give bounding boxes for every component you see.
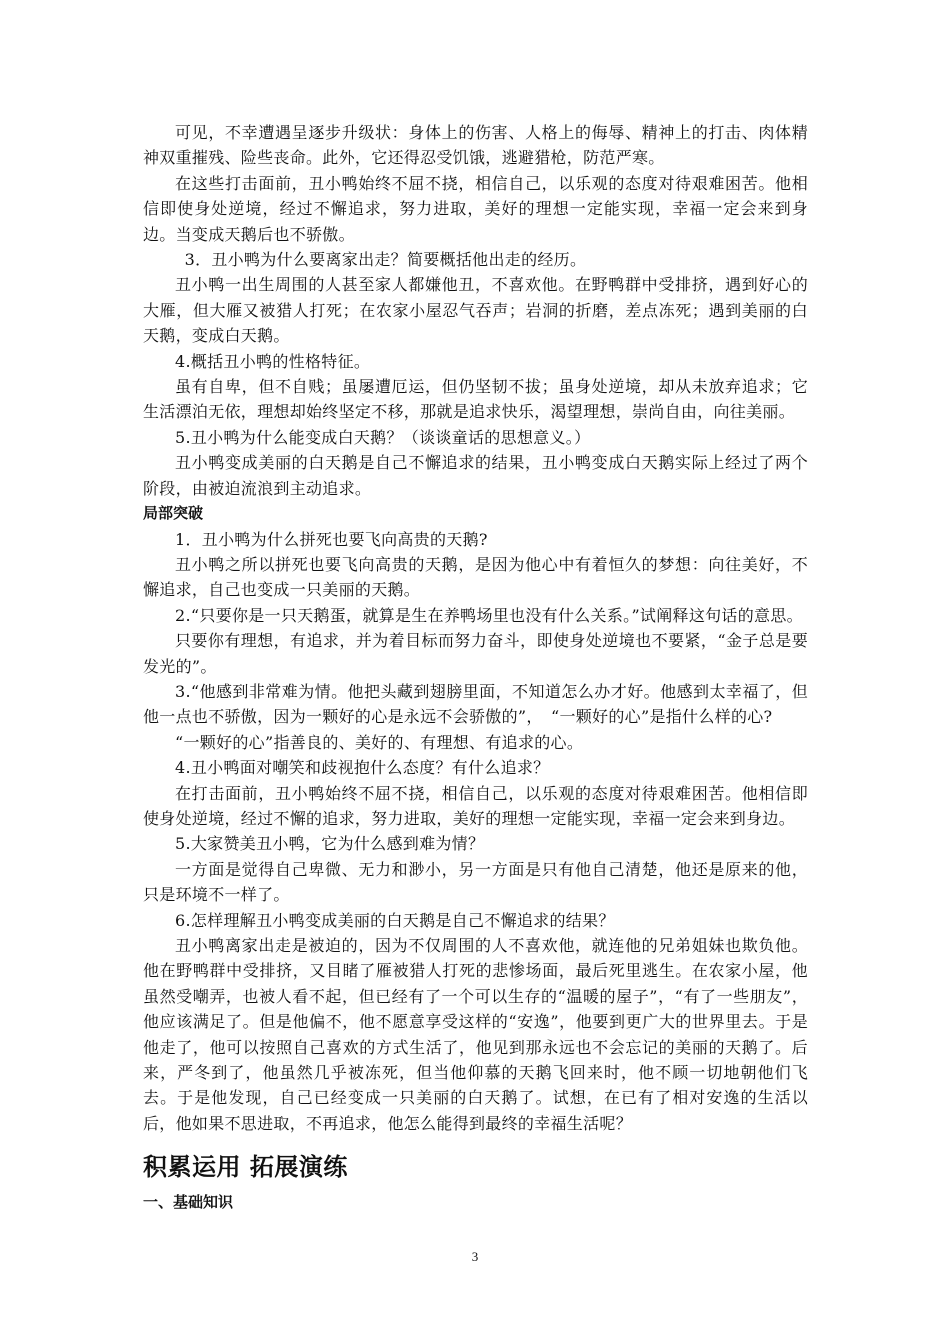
local-answer-4: 在打击面前，丑小鸭始终不屈不挠，相信自己，以乐观的态度对待艰难困苦。他相信即使身处逆境，经过不懈的追求，努力进取，美好的理想一定能实现，幸福一定会来到身边。 [143,783,808,828]
page-number: 3 [471,1249,479,1264]
local-question-5: 5.大家赞美丑小鸭，它为什么感到难为情？ [175,834,485,854]
local-question-4: 4.丑小鸭面对嘲笑和歧视抱什么态度？有什么追求？ [175,758,550,778]
section-heading-accumulate-apply: 积累运用 拓展演练 [143,1153,348,1182]
local-question-6: 6.怎样理解丑小鸭变成美丽的白天鹅是自己不懈追求的结果？ [175,910,615,930]
answer-3-experience: 丑小鸭一出生周围的人甚至家人都嫌他丑，不喜欢他。在野鸭群中受排挤，遇到好心的大雁，但大雁又被猎人打死；在农家小屋忍气吞声；岩洞的折磨，差点冻死；遇到美丽的白天鹅，变成白天鹅。 [143,275,808,346]
local-question-3: 3.“他感到非常难为情。他把头藏到翅膀里面，不知道怎么办才好。他感到太幸福了，但他一点也不骄傲，因为一颗好的心是永远不会骄傲的”， “一颗好的心”是指什么样的心? [143,681,808,727]
paragraph-perseverance: 在这些打击面前，丑小鸭始终不屈不挠，相信自己，以乐观的态度对待艰难困苦。他相信即使身处逆境，经过不懈追求，努力进取，美好的理想一定能实现，幸福一定会来到身边。当变成天鹅后也不骄傲。 [143,173,808,244]
subsection-heading-basic-knowledge: 一、基础知识 [143,1193,234,1212]
local-question-2: 2.“只要你是一只天鹅蛋，就算是生在养鸭场里也没有什么关系。”试阐释这句话的意思。 [175,605,803,625]
local-answer-6: 丑小鸭离家出走是被迫的，因为不仅周围的人不喜欢他，就连他的兄弟姐妹也欺负他。他在野鸭群中受排挤，又目睹了雁被猎人打死的悲惨场面，最后死里逃生。在农家小屋，他虽然受嘲弄，也被人看不起，但已经有了一个可以生存的“温暖的屋子”，“有了一些朋友”，他应该满足了。但是他偏不，他不愿意享受这样的“安逸”，他要到更广大的世界里去。于是他走了，他可以按照自己喜欢的方式生活了，他见到那永远也不会忘记的美丽的天鹅了。后来，严冬到了，他虽然几乎被冻死，但当他仰慕的天鹅飞回来时，他不顾一切地朝他们飞去。于是他发现，自己已经变成一只美丽的白天鹅了。试想，在已有了相对安逸的生活以后，他如果不思进取，不再追求，他怎么能得到最终的幸福生活呢？ [143,936,808,1133]
local-answer-3: “一颗好的心”指善良的、美好的、有理想、有追求的心。 [175,732,584,752]
local-answer-1: 丑小鸭之所以拼死也要飞向高贵的天鹅，是因为他心中有着恒久的梦想：向往美好，不懈追求，自己也变成一只美丽的天鹅。 [143,554,808,600]
answer-5-become-swan: 丑小鸭变成美丽的白天鹅是自己不懈追求的结果，丑小鸭变成白天鹅实际上经过了两个阶段，由被迫流浪到主动追求。 [143,453,808,498]
section-heading-local-breakthrough: 局部突破 [143,504,204,523]
answer-4-character: 虽有自卑，但不自贱；虽屡遭厄运，但仍坚韧不拔；虽身处逆境，却从未放弃追求；它生活漂泊无依，理想却始终坚定不移，那就是追求快乐，渴望理想，崇尚自由，向往美丽。 [143,377,808,422]
question-5-become-swan: 5.丑小鸭为什么能变成白天鹅？（谈谈童话的思想意义。） [175,427,591,447]
question-3-leave-home: 3．丑小鸭为什么要离家出走？简要概括他出走的经历。 [184,250,587,270]
local-answer-2: 只要你有理想，有追求，并为着目标而努力奋斗，即使身处逆境也不要紧，“金子总是要发光的”。 [143,631,808,676]
paragraph-suffering-summary: 可见，不幸遭遇呈逐步升级状：身体上的伤害、人格上的侮辱、精神上的打击、肉体精神双重摧残、险些丧命。此外，它还得忍受饥饿，逃避猎枪，防范严寒。 [143,123,808,168]
page-content [143,120,808,1215]
local-question-1: 1．丑小鸭为什么拼死也要飞向高贵的天鹅? [175,529,488,549]
question-4-character: 4.概括丑小鸭的性格特征。 [175,351,371,371]
local-answer-5: 一方面是觉得自己卑微、无力和渺小，另一方面是只有他自己清楚，他还是原来的他，只是环境不一样了。 [143,859,808,905]
